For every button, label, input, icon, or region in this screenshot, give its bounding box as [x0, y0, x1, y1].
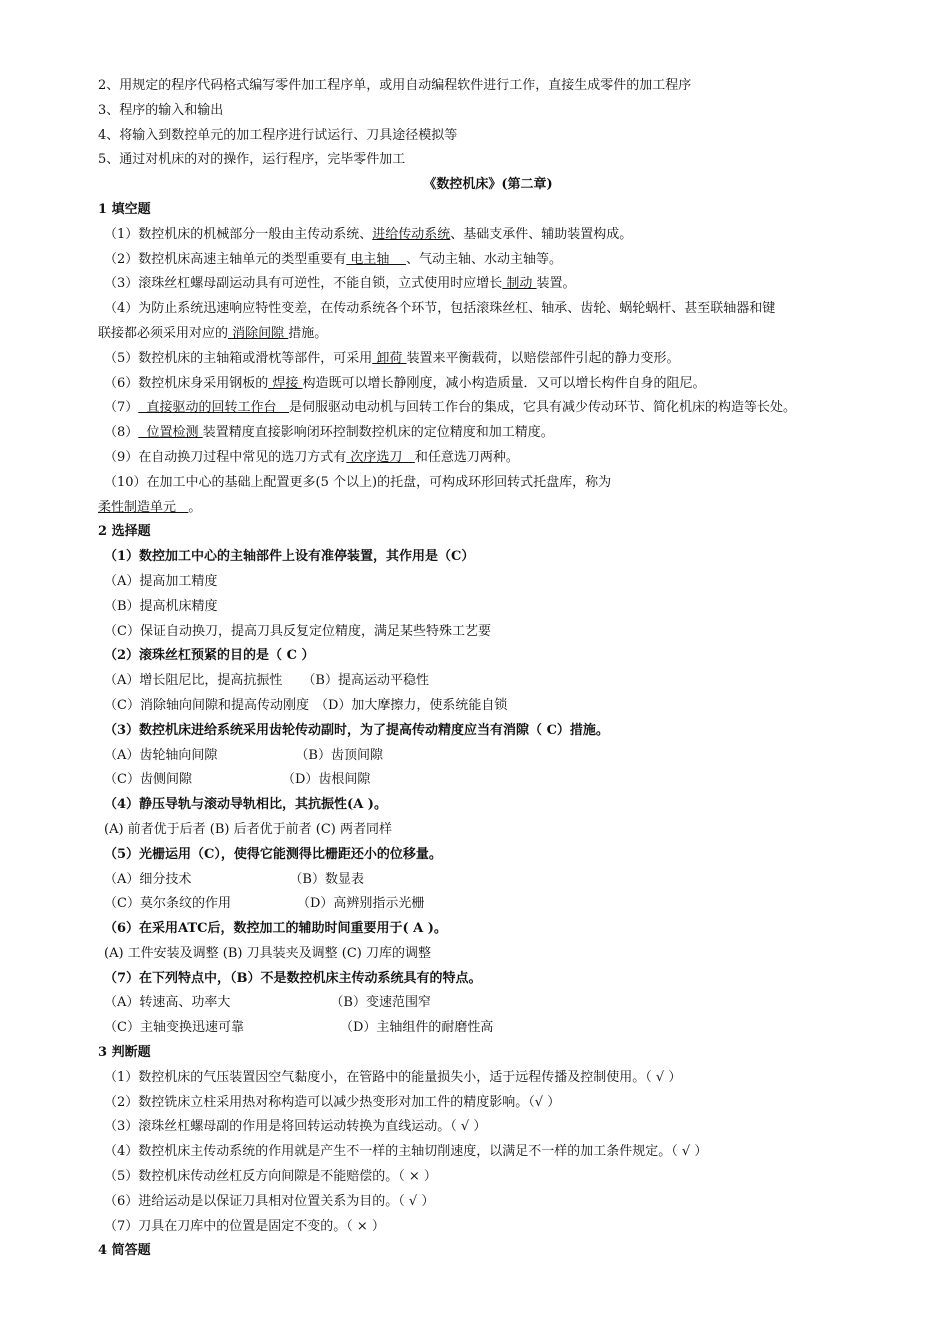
fill-q7: （7） 直接驱动的回转工作台 是伺服驱动电动机与回转工作台的集成，它具有减少传动环节、简化机床的构造等长处。 — [104, 400, 796, 416]
judge-item: （2）数控铣床立柱采用热对称构造可以减少热变形对加工件的精度影响。（√ ） — [104, 1094, 561, 1110]
fill-q2: （2）数控机床高速主轴单元的类型重要有 电主轴 、气动主轴、水动主轴等。 — [104, 251, 562, 267]
choice-option: （A）转速高、功率大 （B）变速范围窄 — [104, 995, 431, 1011]
choice-option: （C）消除轴向间隙和提高传动刚度 （D）加大摩擦力，使系统能自锁 — [104, 697, 508, 713]
choice-list — [98, 545, 878, 1041]
fill-answer: 消除间隙 — [228, 325, 289, 341]
fill-q6: （6）数控机床身采用钢板的 焊接 构造既可以增长静刚度，减小构造质量．又可以增长构件自身的阻尼。 — [104, 375, 706, 391]
choice-option: （C）主轴变换迅速可靠 （D）主轴组件的耐磨性高 — [104, 1020, 494, 1036]
choice-option: (A) 前者优于后者 (B) 后者优于前者 (C) 两者同样 — [104, 821, 392, 837]
fill-q3: （3）滚珠丝杠螺母副运动具有可逆性，不能自锁，立式使用时应增长 制动 装置。 — [104, 276, 576, 292]
judge-list — [98, 1066, 878, 1240]
fill-heading: 1 填空题 — [98, 201, 151, 217]
judge-item: （4）数控机床主传动系统的作用就是产生不一样的主轴切削速度，以满足不一样的加工条件规定。（ √ ） — [104, 1144, 708, 1160]
choice-option: （B）提高机床精度 — [104, 598, 218, 614]
judge-item: （7）刀具在刀库中的位置是固定不变的。（ × ） — [104, 1218, 385, 1234]
choice-option: （A）细分技术 （B）数显表 — [104, 871, 364, 887]
choice-option: （C）齿侧间隙 （D）齿根间隙 — [104, 772, 371, 788]
fill-q5: （5）数控机床的主轴箱或滑枕等部件，可采用 卸荷 装置来平衡载荷，以赔偿部件引起的静力变形。 — [104, 350, 680, 366]
choice-question: （2）滚珠丝杠预紧的目的是（ C ） — [104, 648, 315, 664]
judge-item: （6）进给运动是以保证刀具相对位置关系为目的。（ √ ） — [104, 1193, 435, 1209]
choice-option: （C）保证自动换刀，提高刀具反复定位精度，满足某些特殊工艺要 — [104, 623, 491, 639]
intro-line: 2、用规定的程序代码格式编写零件加工程序单，或用自动编程软件进行工作，直接生成零件的加工程序 — [98, 78, 692, 93]
choice-heading: 2 选择题 — [98, 524, 151, 540]
choice-option: （C）莫尔条纹的作用 （D）高辨别指示光栅 — [104, 896, 425, 912]
fill-answer: 卸荷 — [372, 350, 407, 366]
choice-option: （A）增长阻尼比，提高抗振性 （B）提高运动平稳性 — [104, 673, 429, 689]
choice-question: （4）静压导轨与滚动导轨相比，其抗振性(A )。 — [104, 797, 387, 813]
choice-question: （5）光栅运用（C），使得它能测得比栅距还小的位移量。 — [104, 846, 442, 862]
choice-question: （3）数控机床进给系统采用齿轮传动副时，为了提高传动精度应当有消隙（ C）措施。 — [104, 722, 609, 738]
fill-q4: （4）为防止系统迅速响应特性变差，在传动系统各个环节，包括滚珠丝杠、轴承、齿轮、蜗轮蜗杆、甚至联轴器和键 — [104, 301, 776, 317]
judge-item: （3）滚珠丝杠螺母副的作用是将回转运动转换为直线运动。（ √ ） — [104, 1119, 487, 1135]
fill-q10-cont: 柔性制造单元 。 — [98, 499, 202, 515]
choice-option: (A) 工件安装及调整 (B) 刀具装夹及调整 (C) 刀库的调整 — [104, 945, 431, 961]
judge-item: （5）数控机床传动丝杠反方向间隙是不能赔偿的。（ × ） — [104, 1169, 437, 1185]
judge-item: （1）数控机床的气压装置因空气黏度小，在管路中的能量损失小，适于远程传播及控制使用。（ √ ） — [104, 1069, 682, 1085]
fill-answer: 位置检测 — [138, 425, 203, 441]
intro-line: 5、通过对机床的对的操作，运行程序，完毕零件加工 — [98, 152, 406, 168]
fill-answer: 电主轴 — [346, 251, 406, 267]
fill-q10: （10）在加工中心的基础上配置更多(5 个以上)的托盘，可构成环形回转式托盘库，称为 — [104, 474, 612, 490]
choice-question: （1）数控加工中心的主轴部件上设有准停装置，其作用是（C） — [104, 549, 475, 565]
fill-answer: 直接驱动的回转工作台 — [138, 400, 289, 416]
fill-q1: （1）数控机床的机械部分一般由主传动系统、进给传动系统、基础支承件、辅助装置构成。 — [104, 226, 633, 242]
choice-option: （A）提高加工精度 — [104, 573, 218, 589]
fill-q4-cont: 联接都必须采用对应的 消除间隙 措施。 — [98, 325, 328, 341]
fill-answer: 柔性制造单元 — [98, 499, 189, 515]
choice-option: （A）齿轮轴向间隙 （B）齿顶间隙 — [104, 747, 383, 763]
intro-line: 4、将输入到数控单元的加工程序进行试运行、刀具途径模拟等 — [98, 127, 458, 143]
document-page — [98, 74, 878, 1264]
chapter-title: 《数控机床》(第二章) — [423, 177, 553, 193]
choice-question: （7）在下列特点中，（B）不是数控机床主传动系统具有的特点。 — [104, 970, 482, 986]
fill-q8: （8） 位置检测 装置精度直接影响闭环控制数控机床的定位精度和加工精度。 — [104, 425, 554, 441]
fill-answer: 次序选刀 — [346, 449, 415, 465]
fill-answer: 进给传动系统 — [372, 226, 451, 242]
short-answer-heading: 4 简答题 — [98, 1243, 151, 1259]
fill-answer: 制动 — [502, 276, 537, 292]
fill-q9: （9）在自动换刀过程中常见的选刀方式有 次序选刀 和任意选刀两种。 — [104, 449, 519, 465]
choice-question: （6）在采用ATC后，数控加工的辅助时间重要用于( A )。 — [104, 921, 447, 937]
fill-answer: 焊接 — [268, 375, 303, 391]
intro-line: 3、程序的输入和输出 — [98, 102, 224, 118]
judge-heading: 3 判断题 — [98, 1045, 151, 1061]
